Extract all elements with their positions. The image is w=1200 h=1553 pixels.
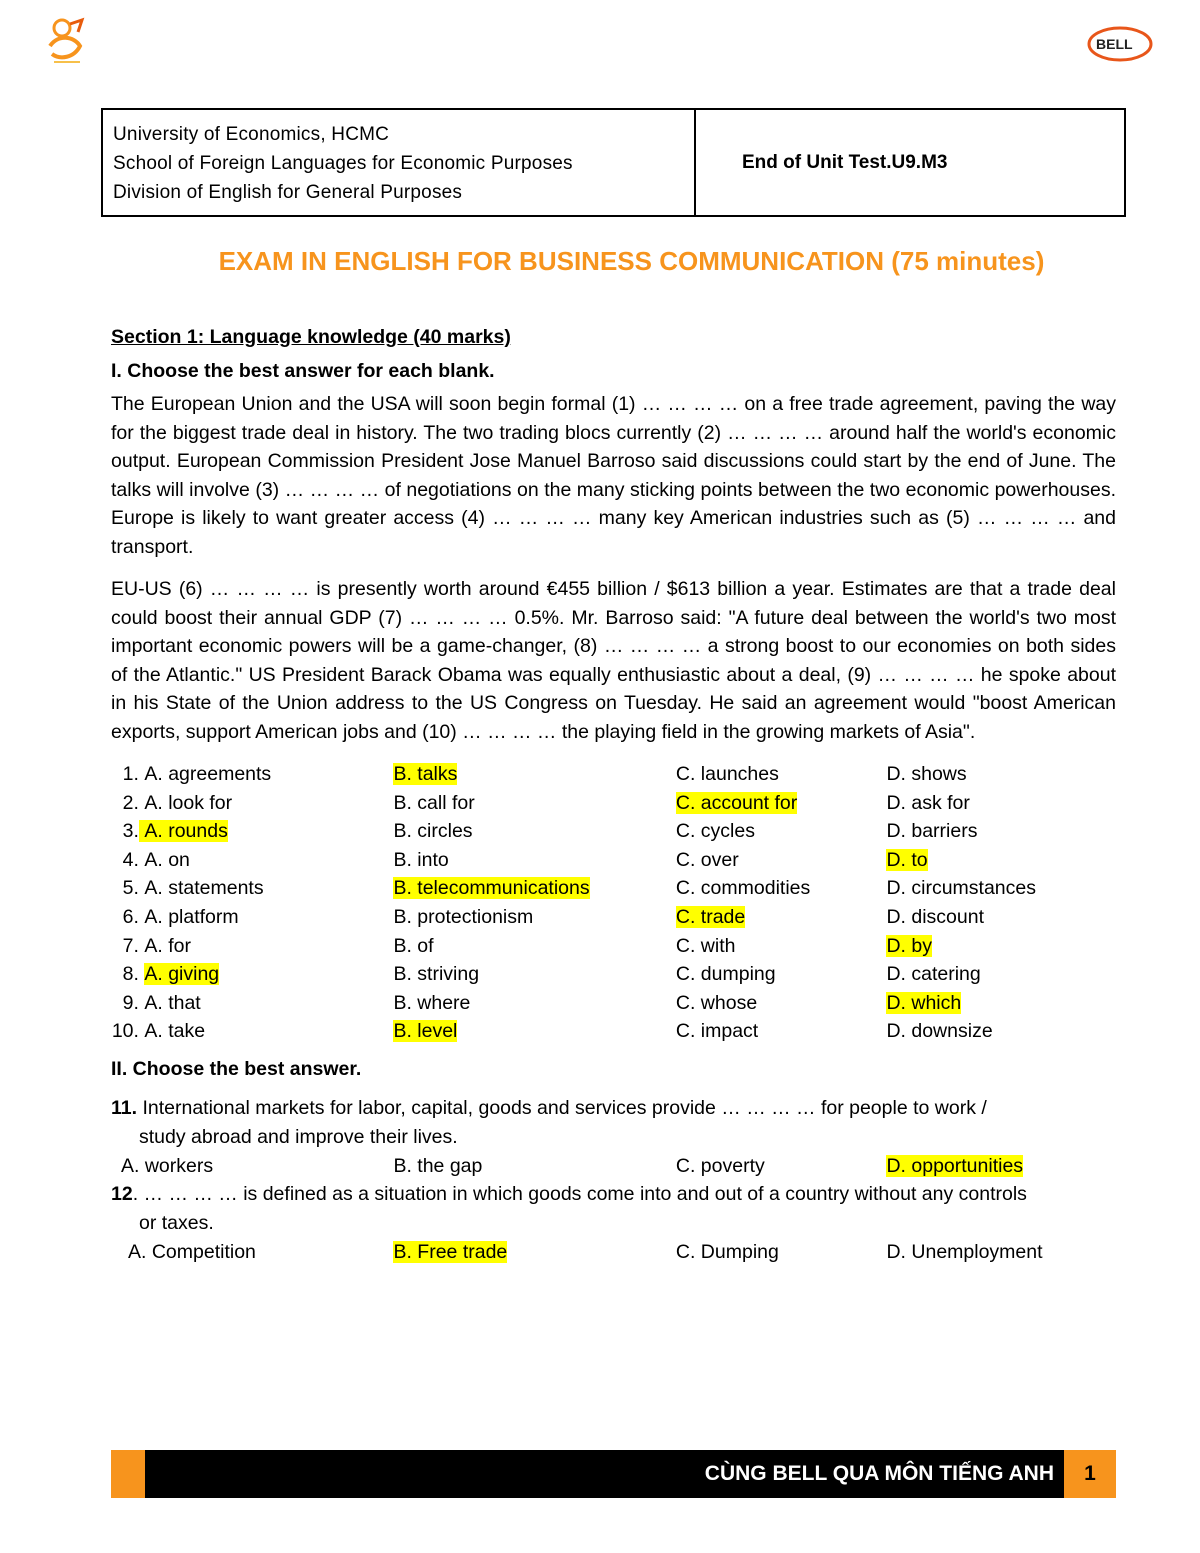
footer-slogan: CÙNG BELL QUA MÔN TIẾNG ANH [145, 1450, 1064, 1498]
option-d [886, 932, 1116, 961]
question-number: 3. [122, 820, 139, 843]
bell-logo-text: BELL [1096, 36, 1133, 52]
section-heading: Section 1: Language knowledge (40 marks) [111, 326, 511, 348]
option-c: C. Dumping [675, 1240, 779, 1263]
correct-answer-highlight: D. to [886, 848, 928, 871]
correct-answer-highlight: C. account for [675, 791, 798, 814]
exam-title: EXAM IN ENGLISH FOR BUSINESS COMMUNICATION (75 minutes) [218, 246, 1045, 276]
option-a: A. agreements [144, 763, 272, 785]
question-number: 2. [122, 791, 139, 814]
option-c: C. impact [675, 1020, 759, 1043]
question-number: 1. [122, 763, 139, 785]
correct-answer-highlight: B. talks [393, 763, 458, 785]
option-a: A. on [144, 848, 190, 871]
passage-paragraph-2: EU-US (6) … … … … is presently worth around €455 billion / $613 billion a year. Estimates are that a trade deal could boost their annual GDP (7) … … … … 0.5%. Mr. Barroso said: "A future deal between the world's two most important economic powers will be a game-changer, (8) … … … … a strong boost to our economies on both sides of the Atlantic." US President Barack Obama was equally enthusiastic about a deal, (9) … … … … he spoke about in his State of the Union address to the US Congress on Tuesday. He said an agreement would "boost American exports, support American jobs and (10) … … … … the playing field in the growing markets of Asia". [111, 578, 1116, 743]
option-d [886, 989, 1116, 1018]
correct-answer-highlight: C. trade [675, 905, 746, 928]
table-row [111, 989, 1116, 1018]
option-d [886, 1152, 1116, 1180]
page-number: 1 [1064, 1450, 1116, 1498]
correct-answer-highlight: D. by [886, 934, 932, 957]
question-number: 11. [111, 1096, 138, 1119]
option-a: A. take [144, 1020, 206, 1043]
option-d: D. shows [886, 763, 967, 785]
answer-options-table [111, 760, 1116, 1046]
table-row [111, 1017, 1116, 1046]
option-b [393, 760, 675, 789]
question-number: 5. [122, 877, 139, 900]
correct-answer-highlight: B. level [393, 1020, 458, 1043]
option-a: A. look for [144, 791, 233, 814]
question-number: 6. [122, 905, 139, 928]
table-row [111, 789, 1116, 818]
option-a: A. Competition [128, 1240, 256, 1263]
option-b [393, 1017, 675, 1046]
correct-answer-highlight: D. opportunities [886, 1154, 1024, 1177]
table-row [111, 874, 1116, 903]
option-d: D. ask for [886, 791, 970, 814]
test-name: End of Unit Test.U9.M3 [742, 151, 948, 173]
question-number: 12 [111, 1182, 133, 1205]
footer-bar [111, 1450, 1116, 1498]
option-c [676, 789, 887, 818]
option-b [393, 1238, 675, 1266]
question-stem-continued: or taxes. [139, 1211, 214, 1234]
question-number: 9. [122, 991, 139, 1014]
option-a: A. workers [121, 1154, 214, 1177]
option-a: A. for [144, 934, 191, 957]
option-a: A. statements [144, 877, 264, 900]
option-c: C. cycles [675, 820, 755, 843]
anniversary-logo [44, 16, 88, 66]
option-b: B. where [393, 991, 471, 1014]
option-c: C. with [675, 934, 736, 957]
option-c: C. poverty [675, 1154, 765, 1177]
footer-accent-left [111, 1450, 145, 1498]
option-d: D. Unemployment [886, 1240, 1043, 1263]
option-a: A. platform [144, 905, 239, 928]
question-stem-continued: study abroad and improve their lives. [139, 1125, 458, 1148]
option-c: C. dumping [675, 963, 776, 986]
table-row [111, 960, 1116, 989]
question-stem: 12. … … … … is defined as a situation in which goods come into and out of a country without any controls [111, 1182, 1027, 1205]
table-row [111, 817, 1116, 846]
institution-block [103, 110, 696, 215]
option-d: D. downsize [886, 1020, 993, 1043]
question-number: 4. [122, 848, 139, 871]
option-c: C. over [675, 848, 739, 871]
university-name: University of Economics, HCMC [113, 124, 390, 145]
option-d: D. circumstances [886, 877, 1036, 900]
part2-heading: II. Choose the best answer. [111, 1057, 362, 1080]
correct-answer-highlight: A. giving [144, 963, 220, 986]
option-c: C. commodities [675, 877, 811, 900]
question-stem: 11. International markets for labor, capital, goods and services provide … … … … for people to work / [111, 1096, 987, 1119]
option-a: A. that [144, 991, 201, 1014]
option-b: B. call for [393, 791, 475, 814]
exam-content [111, 322, 1116, 1266]
correct-answer-highlight: D. which [886, 991, 962, 1014]
option-b: B. of [393, 934, 434, 957]
division-name: Division of English for General Purposes [113, 182, 463, 203]
question-11 [111, 1094, 1116, 1180]
option-d: D. barriers [886, 820, 978, 843]
option-b [393, 874, 675, 903]
option-a [139, 817, 394, 846]
option-c [676, 903, 887, 932]
question-number: 8. [122, 963, 139, 986]
school-name: School of Foreign Languages for Economic Purposes [113, 153, 573, 174]
table-row [111, 846, 1116, 875]
option-c: C. launches [675, 763, 779, 785]
question-number: 10. [111, 1020, 139, 1043]
option-d: D. discount [886, 905, 985, 928]
question-number: 7. [122, 934, 139, 957]
bell-logo [1086, 24, 1154, 64]
correct-answer-highlight: A. rounds [139, 820, 228, 842]
option-c: C. whose [675, 991, 758, 1014]
test-name-cell [696, 110, 1124, 215]
passage-paragraph-1: The European Union and the USA will soon begin formal (1) … … … … on a free trade agreement, paving the way for the biggest trade deal in history. The two trading blocs currently (2) … … … … around half the world's economic output. European Commission President Jose Manuel Barroso said discussions could start by the end of June. The talks will involve (3) … … … … of negotiations on the many sticking points between the two economic powerhouses. Europe is likely to want greater access (4) … … … … many key American industries such as (5) … … … … and transport. [111, 393, 1116, 558]
option-b: B. circles [393, 820, 473, 843]
option-b: B. into [393, 848, 449, 871]
option-a [139, 960, 394, 989]
table-row [111, 903, 1116, 932]
table-row [111, 760, 1116, 789]
options-row [111, 1152, 1116, 1180]
option-d [886, 846, 1116, 875]
option-b: B. protectionism [393, 905, 534, 928]
correct-answer-highlight: B. telecommunications [393, 877, 590, 900]
options-row [111, 1238, 1116, 1266]
header-box [101, 108, 1126, 217]
correct-answer-highlight: B. Free trade [393, 1240, 508, 1263]
question-12 [111, 1180, 1116, 1266]
option-b: B. striving [393, 963, 480, 986]
table-row [111, 932, 1116, 961]
part1-heading: I. Choose the best answer for each blank. [111, 360, 495, 382]
option-d: D. catering [886, 963, 981, 986]
option-b: B. the gap [393, 1154, 483, 1177]
